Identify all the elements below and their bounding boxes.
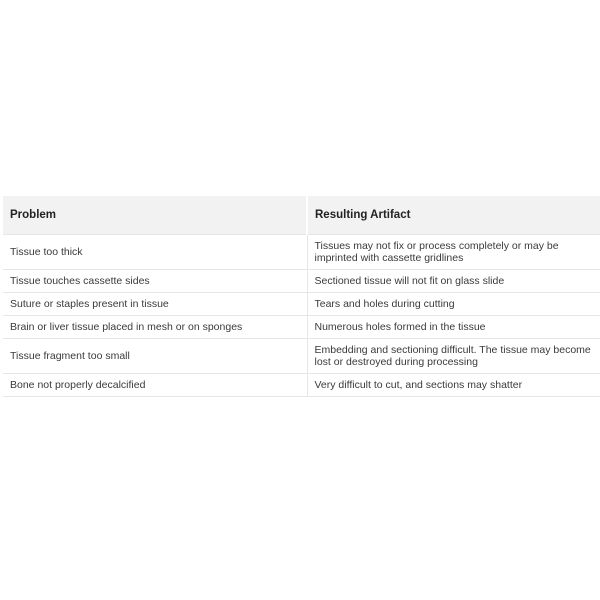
table-row xyxy=(3,293,600,316)
artifact-cell: Tissues may not fix or process completely or may be imprinted with cassette gridlines xyxy=(307,235,600,270)
table-header-row xyxy=(3,196,600,235)
artifact-cell: Sectioned tissue will not fit on glass slide xyxy=(307,270,600,293)
table-row xyxy=(3,270,600,293)
table-row xyxy=(3,235,600,270)
problem-cell: Brain or liver tissue placed in mesh or on sponges xyxy=(3,316,307,339)
problem-cell: Tissue touches cassette sides xyxy=(3,270,307,293)
problem-artifact-table xyxy=(3,196,600,397)
problem-cell: Tissue too thick xyxy=(3,235,307,270)
column-header-problem: Problem xyxy=(3,196,307,235)
problem-cell: Bone not properly decalcified xyxy=(3,374,307,397)
artifact-cell: Tears and holes during cutting xyxy=(307,293,600,316)
artifact-cell: Embedding and sectioning difficult. The tissue may become lost or destroyed during processing xyxy=(307,339,600,374)
table-row xyxy=(3,374,600,397)
artifact-cell: Very difficult to cut, and sections may shatter xyxy=(307,374,600,397)
table-row xyxy=(3,316,600,339)
problem-cell: Tissue fragment too small xyxy=(3,339,307,374)
artifact-cell: Numerous holes formed in the tissue xyxy=(307,316,600,339)
problem-cell: Suture or staples present in tissue xyxy=(3,293,307,316)
column-header-resulting-artifact: Resulting Artifact xyxy=(307,196,600,235)
table-row xyxy=(3,339,600,374)
